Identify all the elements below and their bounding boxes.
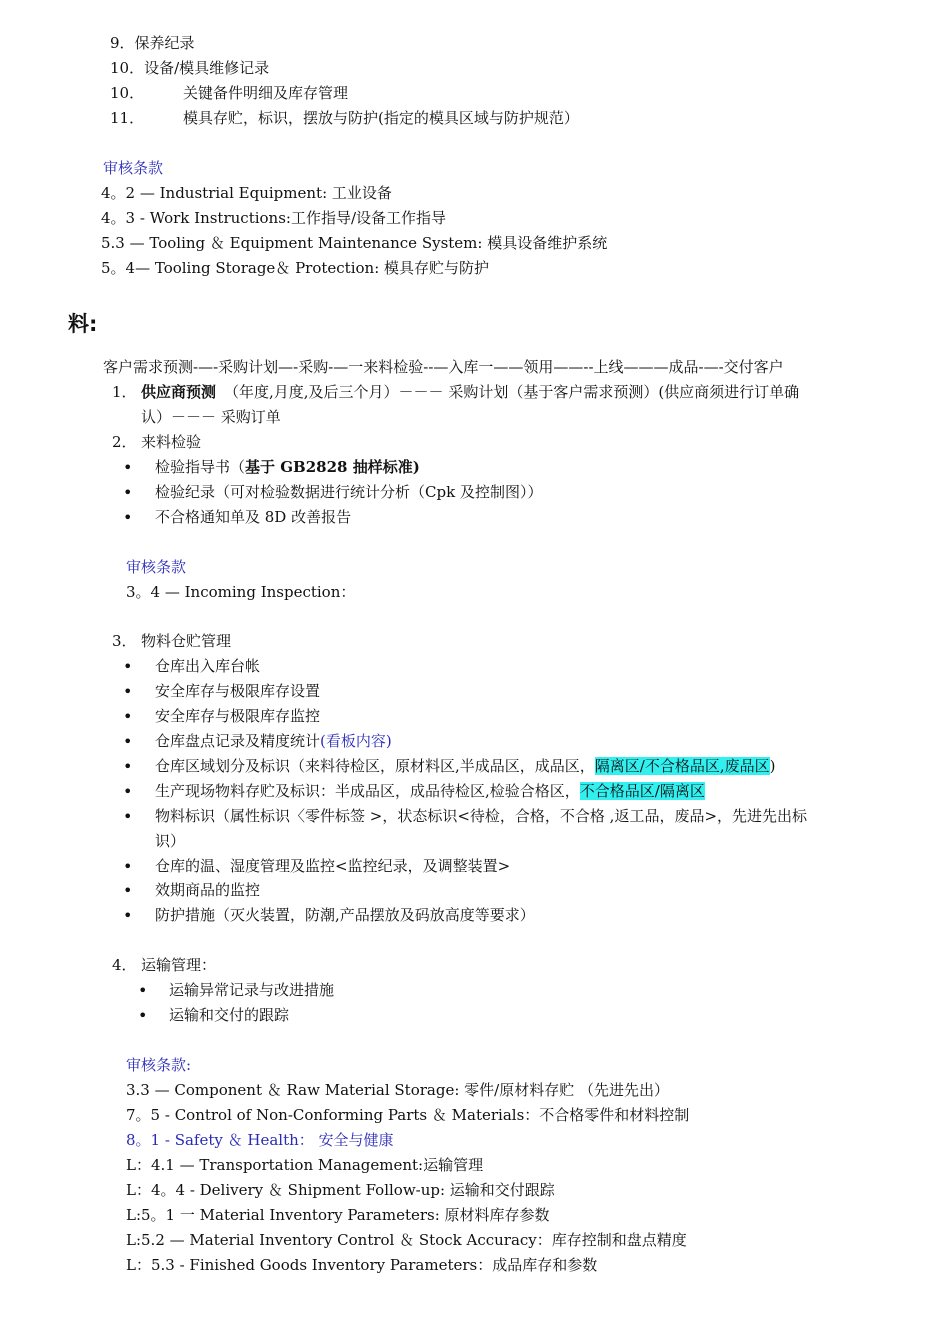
audit-title-3: 审核条款: (126, 1056, 192, 1074)
audit-clause: L：4。4 - Delivery ＆ Shipment Follow-up: 运输和交付跟踪 (126, 1181, 555, 1199)
bullet-icon: • (123, 682, 133, 701)
list-item-10a: 10．设备/模具维修记录 (110, 59, 270, 77)
audit-clause: 8。1 - Safety ＆ Health： 安全与健康 (126, 1131, 394, 1149)
audit-clause: 3。4 — Incoming Inspection： (126, 583, 356, 601)
bullet-icon: • (123, 906, 133, 925)
list-item-11: 11． 模具存贮，标识，摆放与防护(指定的模具区域与防护规范） (110, 109, 579, 127)
bullet-item: 效期商品的监控 (155, 881, 261, 899)
item-1-line2: 认）－－－ 采购订单 (141, 408, 281, 426)
bullet-item: 防护措施（灭火装置，防潮,产品摆放及码放高度等要求） (155, 906, 535, 924)
bullet-item: 运输和交付的跟踪 (169, 1006, 290, 1024)
item-4-title: 4． 运输管理： (112, 956, 217, 974)
bullet-icon: • (123, 657, 133, 676)
bullet-icon: • (123, 458, 133, 477)
bullet-icon: • (123, 857, 133, 876)
highlighted-text: 隔离区/不合格品区,废品区 (594, 757, 770, 775)
item-2-title: 2． 来料检验 (112, 433, 202, 451)
audit-clause: 5。4— Tooling Storage＆ Protection: 模具存贮与防护 (101, 259, 490, 277)
process-flow: 客户需求预测-—-采购计划—-采购-—一来料检验--—入库一——领用——--上线———成品-—-交付客户 (103, 358, 784, 376)
bullet-icon: • (123, 881, 133, 900)
bullet-icon: • (123, 483, 133, 502)
audit-clause: 3.3 — Component ＆ Raw Material Storage: 零件/原材料存贮 （先进先出） (126, 1081, 669, 1099)
audit-clause: 4。3 - Work Instructions:工作指导/设备工作指导 (101, 209, 447, 227)
bullet-icon: • (123, 707, 133, 726)
audit-title-2: 审核条款 (126, 558, 187, 576)
bullet-item: 仓库盘点记录及精度统计(看板内容) (155, 732, 392, 750)
bullet-item: 生产现场物料存贮及标识：半成品区，成品待检区,检验合格区，不合格品区/隔离区 (155, 782, 705, 800)
audit-clause: L:5.2 — Material Inventory Control ＆ Stock Accuracy：库存控制和盘点精度 (126, 1231, 687, 1249)
bullet-icon: • (138, 1006, 148, 1025)
audit-clause: L：4.1 — Transportation Management:运输管理 (126, 1156, 484, 1174)
bullet-item: 仓库出入库台帐 (155, 657, 261, 675)
bullet-item: 不合格通知单及 8D 改善报告 (155, 508, 352, 526)
list-item-10b: 10． 关键备件明细及库存管理 (110, 84, 349, 102)
section-heading: 料: (68, 312, 98, 336)
bullet-icon: • (123, 732, 133, 751)
audit-clause: L：5.3 - Finished Goods Inventory Parameters：成品库存和参数 (126, 1256, 598, 1274)
bullet-icon: • (123, 508, 133, 527)
bullet-item: 检验纪录（可对检验数据进行统计分析（Cpk 及控制图）） (155, 483, 543, 501)
bullet-item-cont: 识） (155, 832, 186, 850)
item-3-title: 3． 物料仓贮管理 (112, 632, 232, 650)
bullet-icon: • (138, 981, 148, 1000)
bullet-item: 运输异常记录与改进措施 (169, 981, 335, 999)
bullet-icon: • (123, 782, 133, 801)
audit-clause: 7。5 - Control of Non-Conforming Parts ＆ Materials：不合格零件和材料控制 (126, 1106, 690, 1124)
item-1-line1: 1． 供应商预测 （年度,月度,及后三个月）－－－ 采购计划（基于客户需求预测）(供应商须进行订单确 (112, 383, 800, 401)
bullet-item: 仓库的温、湿度管理及监控<监控纪录，及调整装置> (155, 857, 511, 875)
audit-clause: L:5。1 一 Material Inventory Parameters: 原材料库存参数 (126, 1206, 550, 1224)
highlighted-text: 不合格品区/隔离区 (579, 782, 705, 800)
bullet-item: 安全库存与极限库存设置 (155, 682, 321, 700)
bullet-item: 物料标识（属性标识〈零件标签 >，状态标识<待检，合格，不合格 ,返工品，废品>，先进先出标 (155, 807, 808, 825)
audit-title-1: 审核条款 (103, 159, 164, 177)
bullet-icon: • (123, 807, 133, 826)
audit-clause: 5.3 — Tooling ＆ Equipment Maintenance System: 模具设备维护系统 (101, 234, 608, 252)
bullet-icon: • (123, 757, 133, 776)
bullet-item: 检验指导书（基于 GB2828 抽样标准) (155, 458, 420, 476)
bullet-item: 安全库存与极限库存监控 (155, 707, 321, 725)
list-item-9: 9．保养纪录 (110, 34, 195, 52)
audit-clause: 4。2 — Industrial Equipment: 工业设备 (101, 184, 392, 202)
bullet-item: 仓库区域划分及标识（来料待检区，原材料区,半成品区，成品区，隔离区/不合格品区,废品区) (155, 757, 776, 775)
